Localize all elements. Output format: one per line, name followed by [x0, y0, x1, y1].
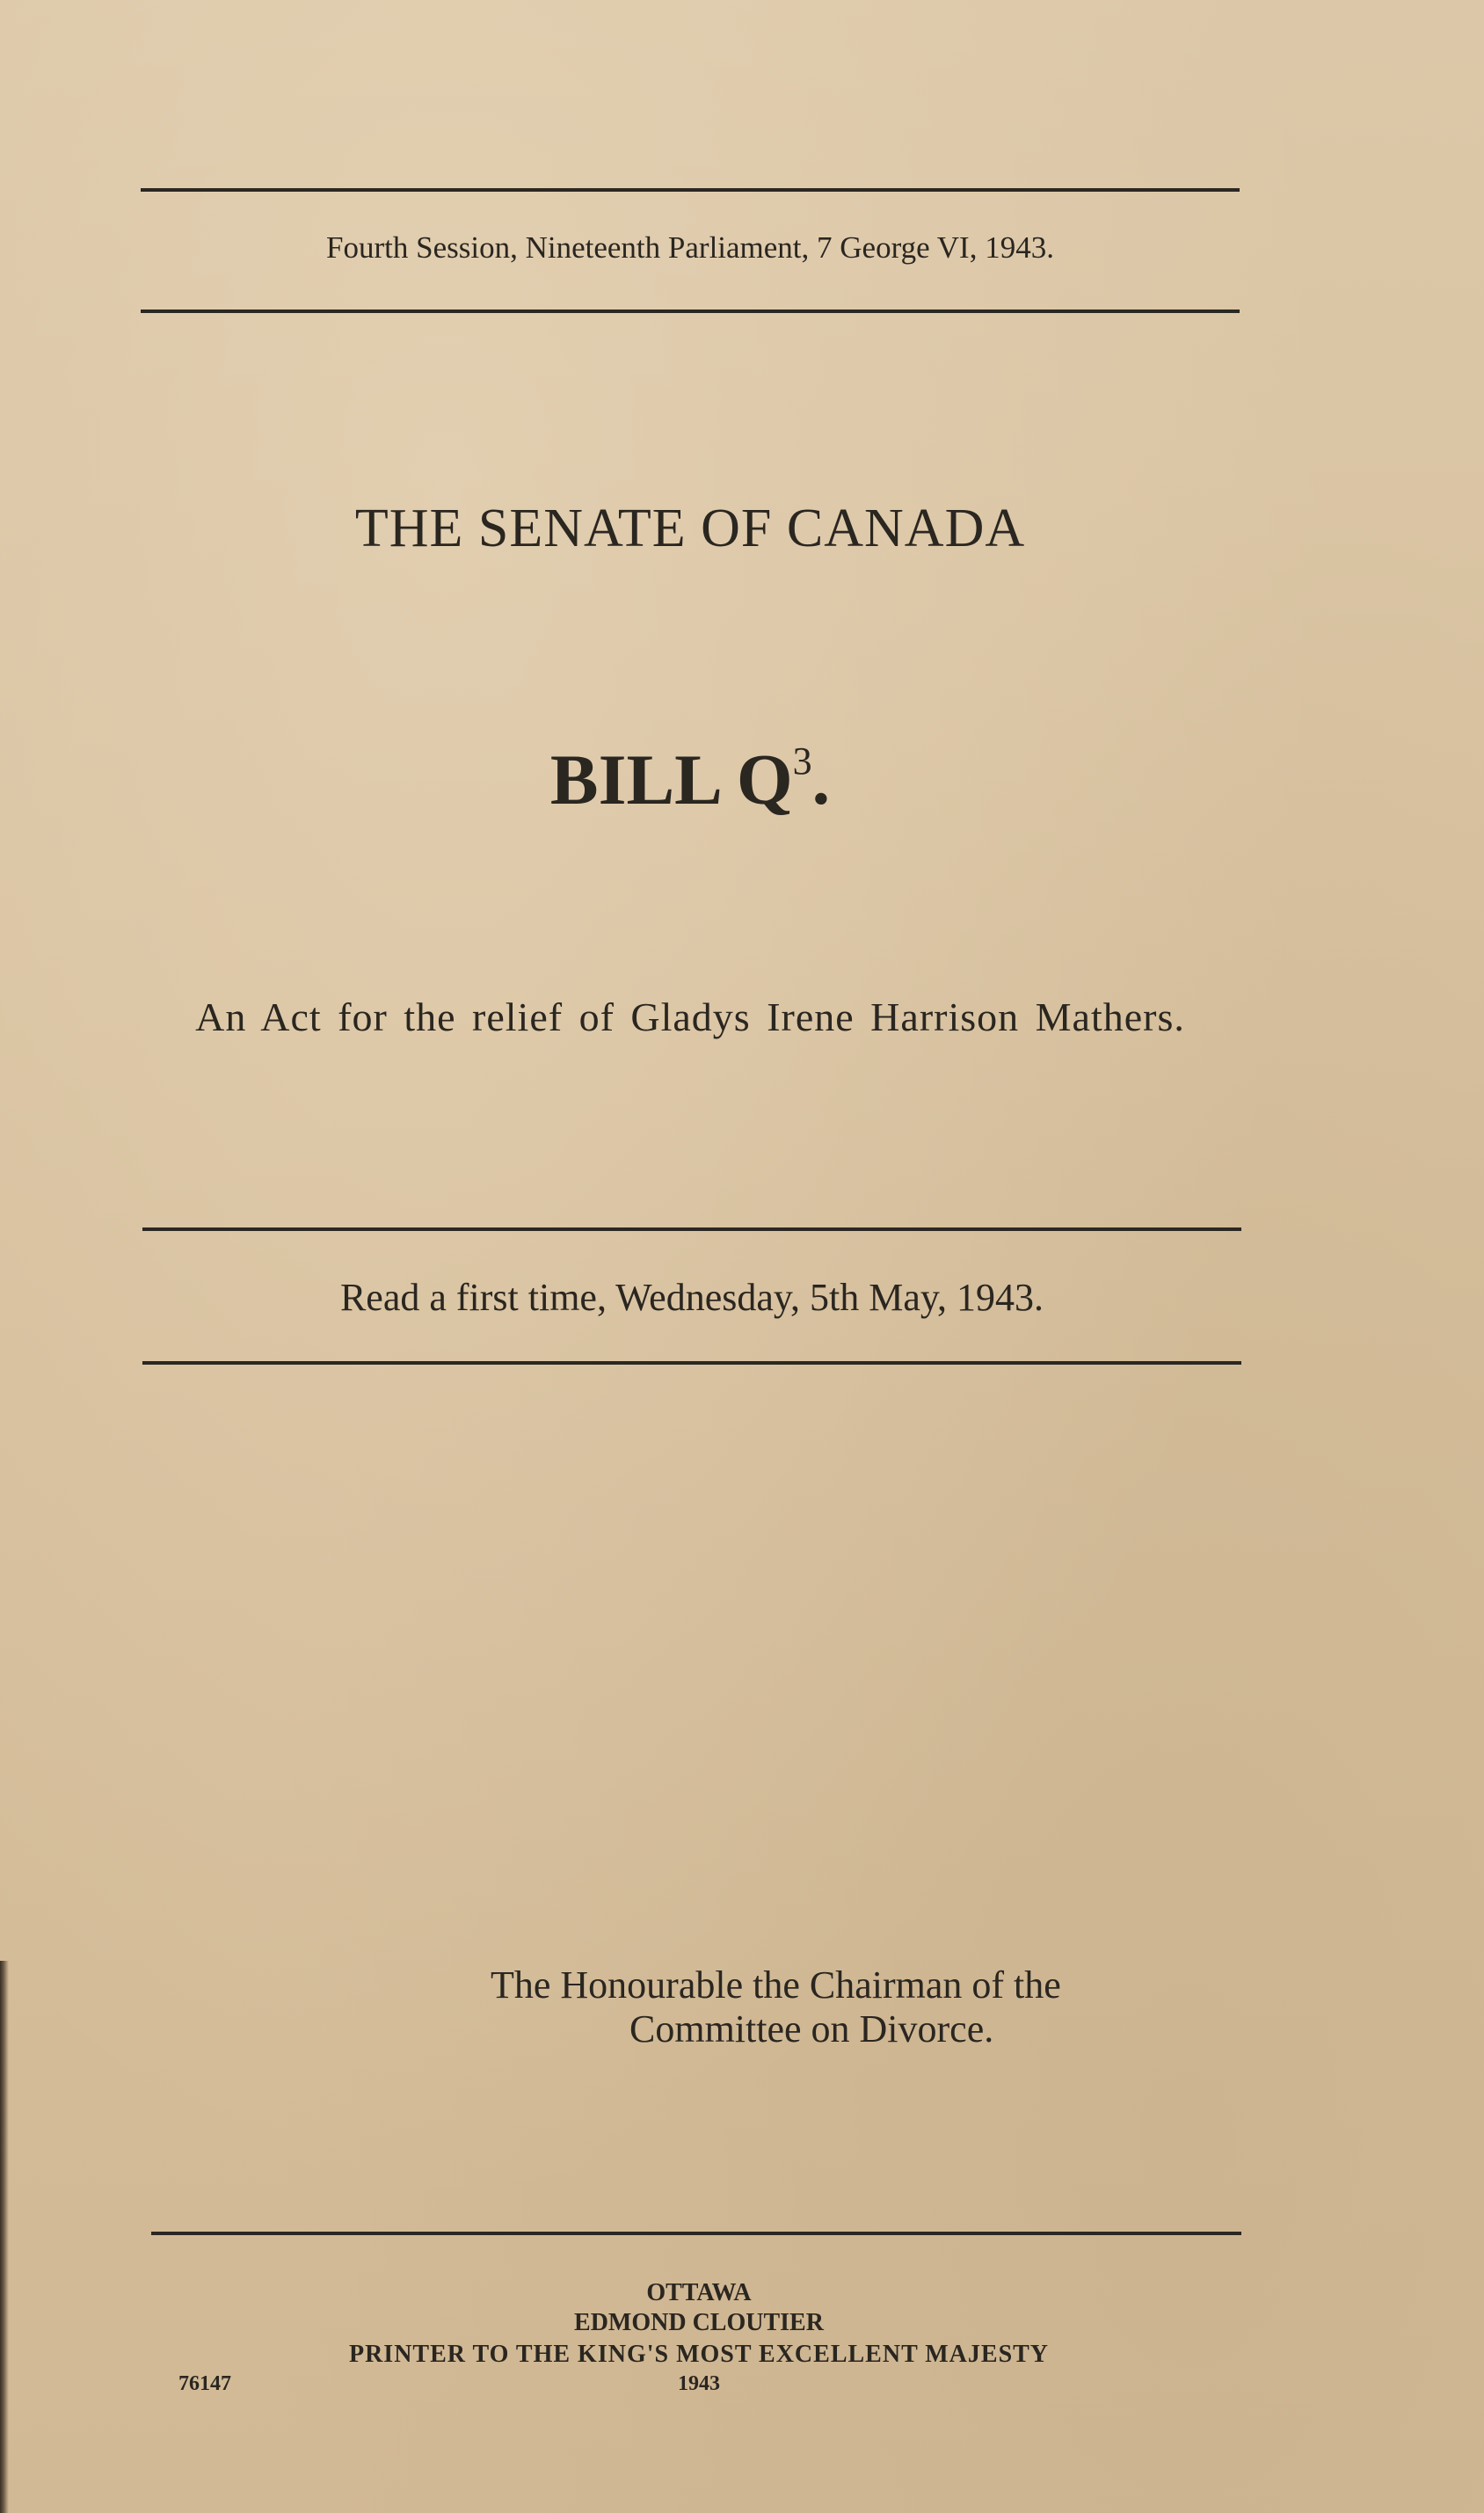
imprint-printer-title: PRINTER TO THE KING'S MOST EXCELLENT MAJESTY: [348, 2341, 1050, 2368]
bill-superscript: 3: [792, 739, 812, 783]
session-rule: [141, 310, 1240, 313]
reading-bottom-rule: [142, 1361, 1241, 1365]
sponsor-line-2: Committee on Divorce.: [629, 2007, 994, 2050]
binding-edge: [0, 1961, 9, 2513]
imprint-year: 1943: [678, 2372, 720, 2395]
top-rule: [141, 188, 1240, 192]
session-line: Fourth Session, Nineteenth Parliament, 7 George VI, 1943.: [326, 230, 1054, 265]
bill-number: [141, 739, 1240, 821]
reading-top-rule: [142, 1227, 1241, 1231]
job-number: 76147: [178, 2372, 231, 2395]
act-description: An Act for the relief of Gladys Irene Harrison Mathers.: [195, 994, 1185, 1039]
bill-suffix: .: [811, 739, 831, 819]
sponsor-line-1: The Honourable the Chairman of the: [491, 1963, 1061, 2007]
imprint-city: OTTAWA: [646, 2279, 752, 2306]
imprint-rule: [151, 2232, 1241, 2235]
house-title: THE SENATE OF CANADA: [354, 499, 1026, 558]
imprint-printer-name: EDMOND CLOUTIER: [574, 2309, 824, 2336]
reading-line: Read a first time, Wednesday, 5th May, 1943.: [339, 1276, 1044, 1319]
bill-prefix: BILL Q: [549, 739, 793, 819]
